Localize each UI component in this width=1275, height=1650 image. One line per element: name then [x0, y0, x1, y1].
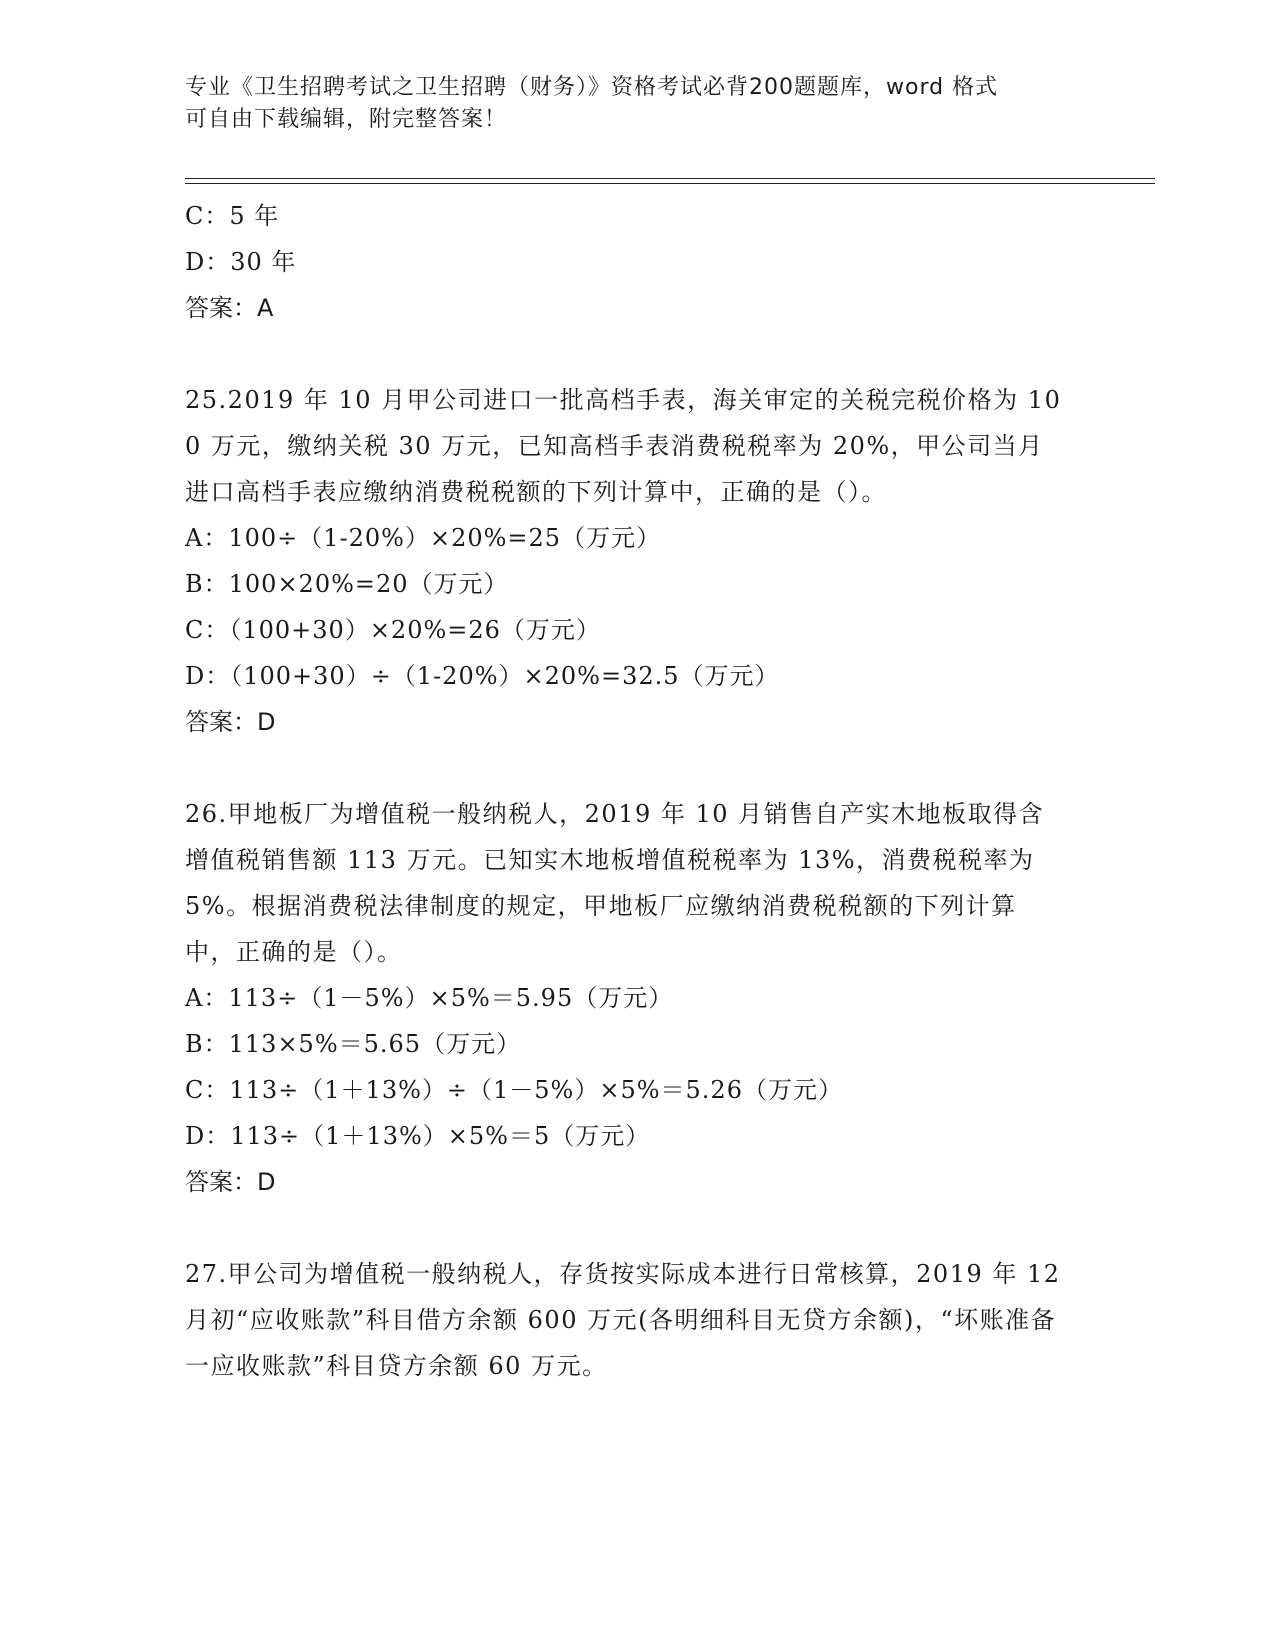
option-c: C：（100+30）×20%=26（万元）: [185, 616, 601, 644]
answer: 答案：D: [185, 708, 276, 736]
question-text: 27.甲公司为增值税一般纳税人，存货按实际成本进行日常核算，2019 年 12 月初“应收账款”科目借方余额 600 万元(各明细科目无贷方余额)，“坏账准备一应收账款”科目贷方余额 60 万元。: [185, 1260, 1061, 1380]
option-d: D：（100+30）÷（1-20%）×20%=32.5（万元）: [185, 662, 780, 690]
option-b: B：100×20%=20（万元）: [185, 570, 509, 598]
question-text: 25.2019 年 10 月甲公司进口一批高档手表，海关审定的关税完税价格为 100 万元，缴纳关税 30 万元，已知高档手表消费税税率为 20%，甲公司当月进口高档手表应缴纳消费税税额的下列计算中，正确的是（）。: [185, 386, 1062, 506]
spacer: [185, 1205, 1085, 1251]
option-a: A：113÷（1－5%）×5%＝5.95（万元）: [185, 984, 674, 1012]
header-divider-bottom: [185, 183, 1155, 184]
option-b: B：113×5%＝5.65（万元）: [185, 1030, 522, 1058]
question-25: [185, 377, 1085, 745]
option-d: D：30 年: [185, 248, 297, 276]
answer: 答案：D: [185, 1168, 276, 1196]
spacer: [185, 745, 1085, 791]
option-d: D：113÷（1＋13%）×5%＝5（万元）: [185, 1122, 651, 1150]
question-list: [185, 193, 1085, 1389]
option-c: C：113÷（1＋13%）÷（1－5%）×5%＝5.26（万元）: [185, 1076, 843, 1104]
header-title-line-2: 可自由下载编辑，附完整答案！: [185, 107, 508, 132]
spacer: [185, 331, 1085, 377]
header-title-line-1: 专业《卫生招聘考试之卫生招聘（财务）》资格考试必背200题题库，word 格式: [185, 75, 999, 100]
option-c: C：5 年: [185, 202, 280, 230]
question-27: [185, 1251, 1085, 1389]
prev-question-tail: [185, 193, 1085, 331]
option-a: A：100÷（1-20%）×20%=25（万元）: [185, 524, 662, 552]
document-header: [185, 72, 1085, 136]
question-26: [185, 791, 1085, 1205]
question-text: 26.甲地板厂为增值税一般纳税人，2019 年 10 月销售自产实木地板取得含增值税销售额 113 万元。已知实木地板增值税税率为 13%，消费税税率为 5%。根据消费税法律制度的规定，甲地板厂应缴纳消费税税额的下列计算中，正确的是（）。: [185, 800, 1045, 966]
header-divider-top: [185, 178, 1155, 179]
answer: 答案：A: [185, 294, 274, 322]
